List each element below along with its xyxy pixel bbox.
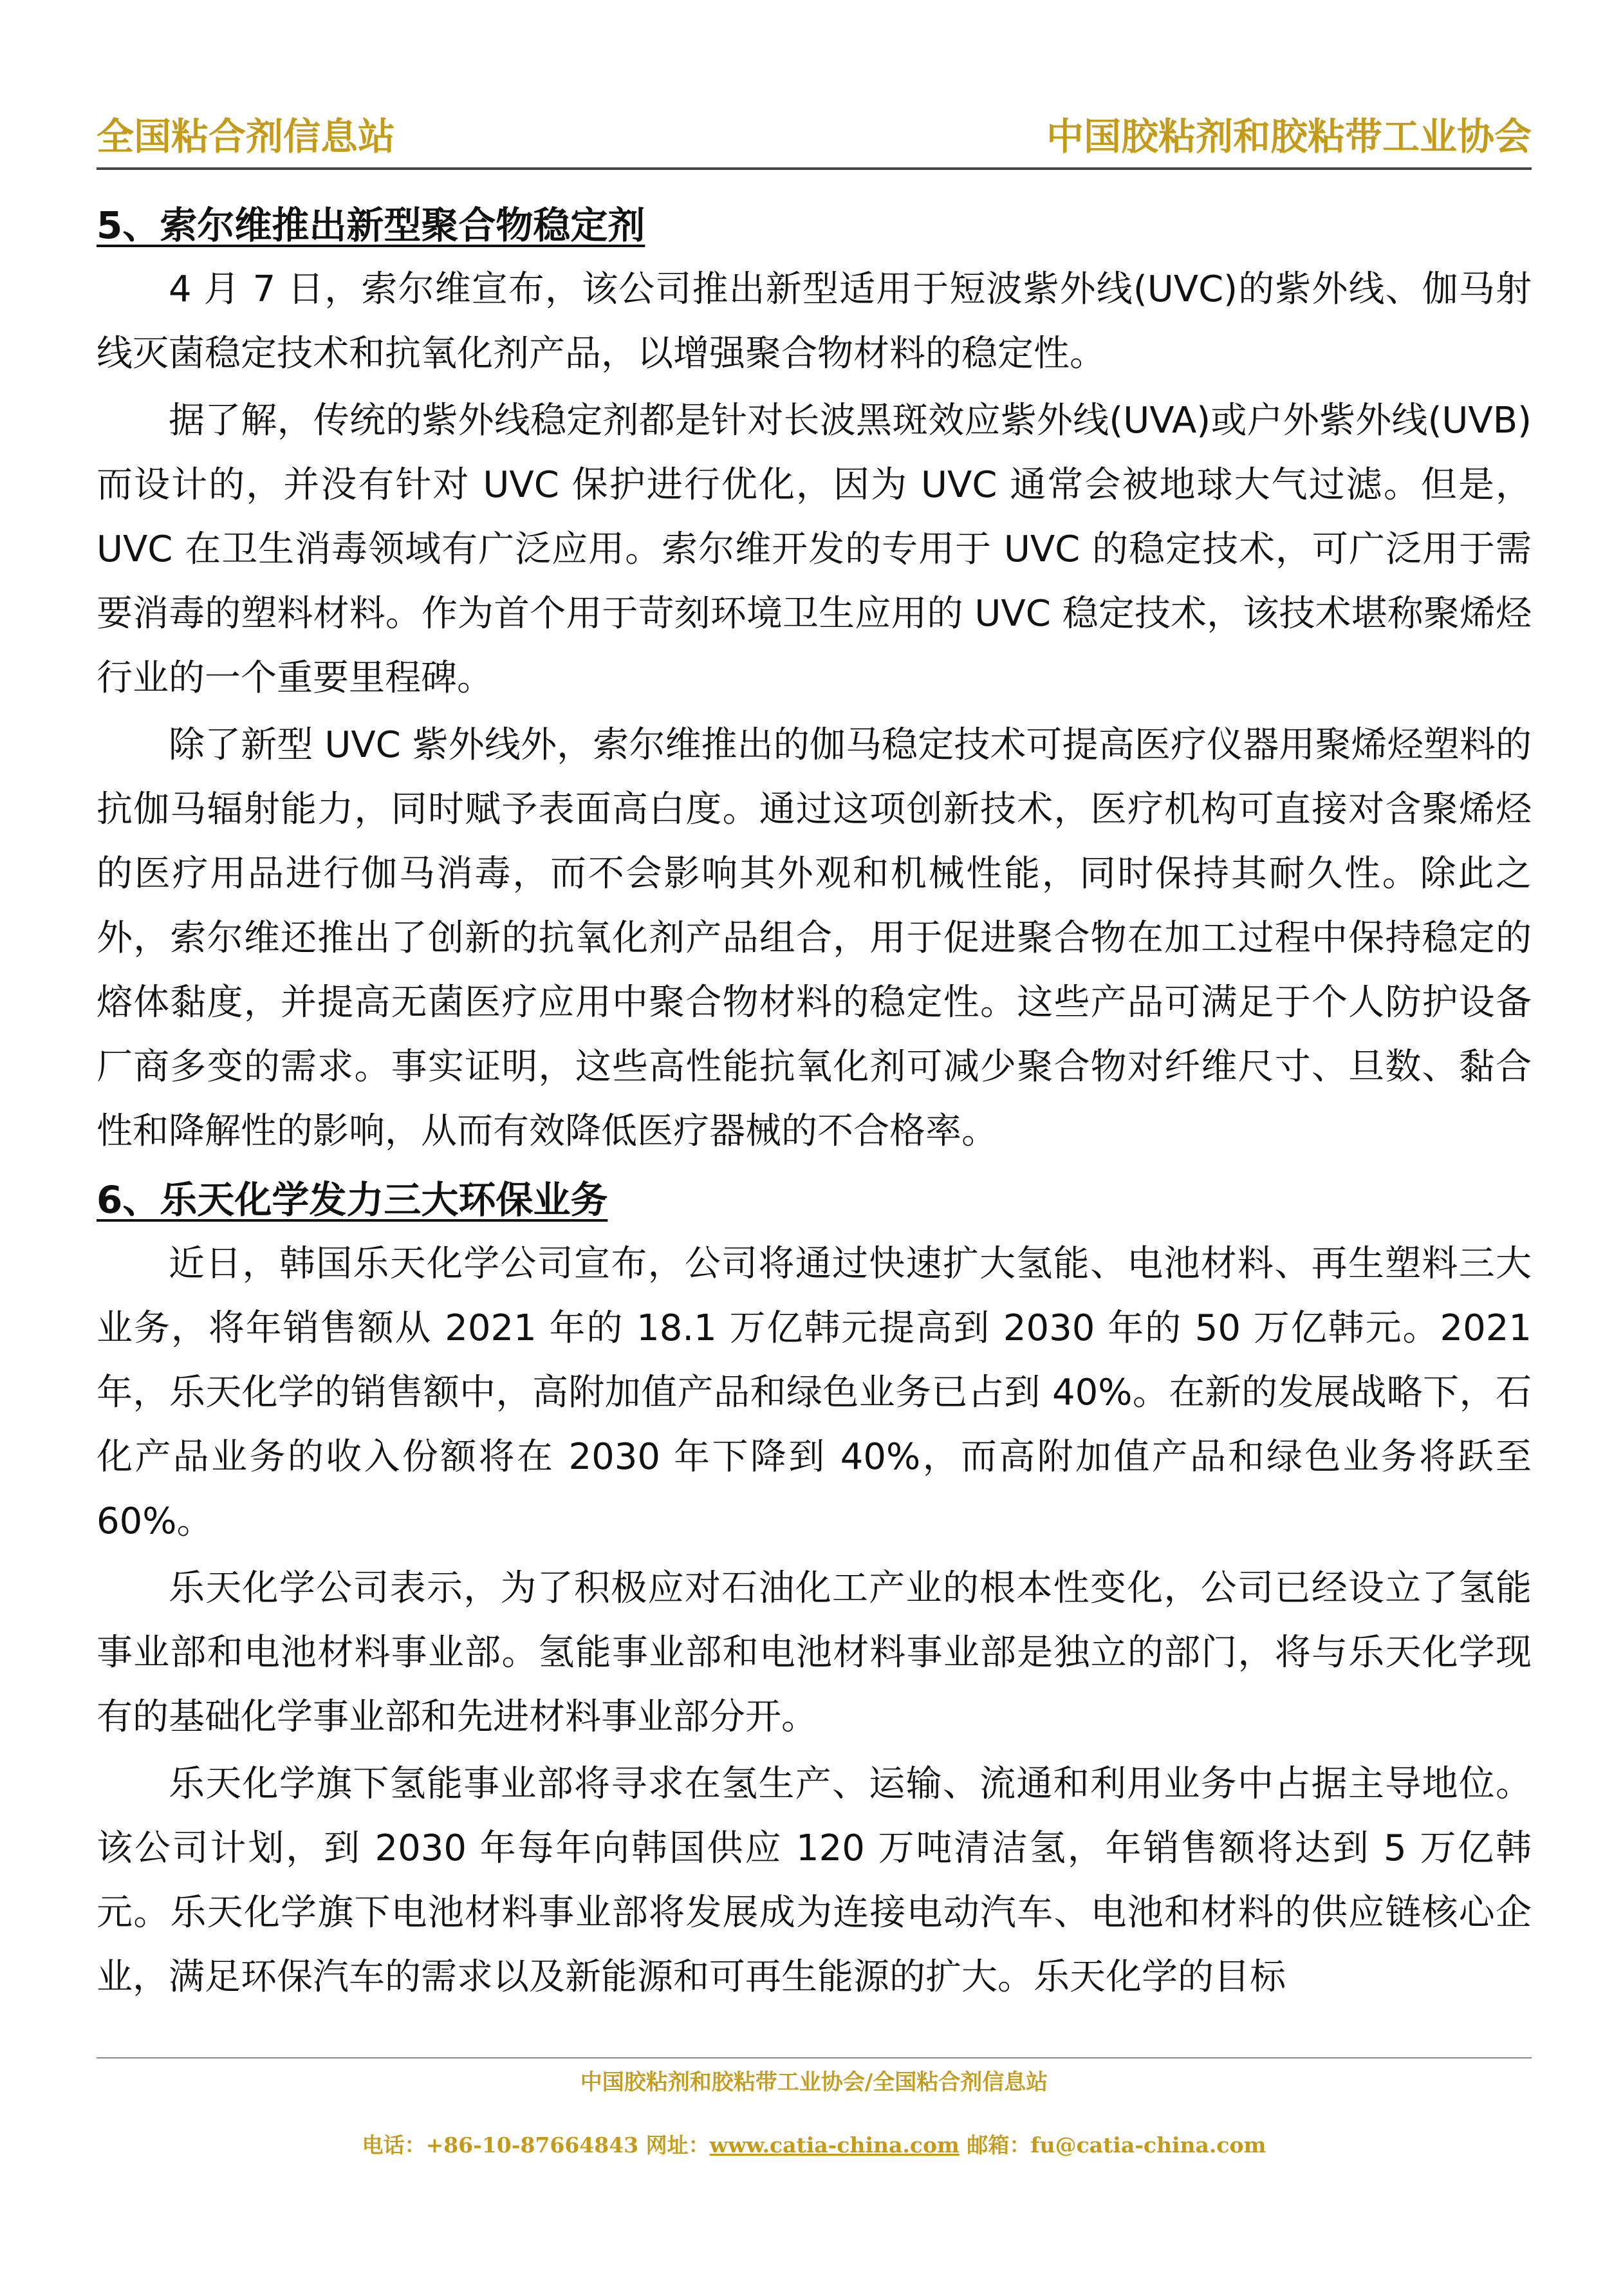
website-label: 网址： (645, 2133, 710, 2158)
phone-label: 电话： (362, 2133, 426, 2158)
email-address[interactable]: fu@catia-china.com (1030, 2133, 1266, 2158)
header-divider (97, 167, 1532, 170)
article-body (97, 193, 1532, 2010)
footer-divider (97, 2057, 1532, 2058)
paragraph: 近日，韩国乐天化学公司宣布，公司将通过快速扩大氢能、电池材料、再生塑料三大业务，将年销售额从 2021 年的 18.1 万亿韩元提高到 2030 年的 50 万亿韩元。2021 年，乐天化学的销售额中，高附加值产品和绿色业务已占到 40%。在新的发展战略下，石化产品业务的收入份额将在 2030 年下降到 40%，而高附加值产品和绿色业务将跃至 60%。 (97, 1243, 1532, 1542)
paragraph: 除了新型 UVC 紫外线外，索尔维推出的伽马稳定技术可提高医疗仪器用聚烯烃塑料的抗伽马辐射能力，同时赋予表面高白度。通过这项创新技术，医疗机构可直接对含聚烯烃的医疗用品进行伽马消毒，而不会影响其外观和机械性能，同时保持其耐久性。除此之外，索尔维还推出了创新的抗氧化剂产品组合，用于促进聚合物在加工过程中保持稳定的熔体黏度，并提高无菌医疗应用中聚合物材料的稳定性。这些产品可满足于个人防护设备厂商多变的需求。事实证明，这些高性能抗氧化剂可减少聚合物对纤维尺寸、旦数、黏合性和降解性的影响，从而有效降低医疗器械的不合格率。 (97, 724, 1532, 1152)
page-footer (97, 2057, 1532, 2186)
footer-organization: 中国胶粘剂和胶粘带工业协会/全国粘合剂信息站 (580, 2069, 1048, 2095)
page-header (97, 111, 1532, 173)
section-solvay (97, 193, 1532, 1164)
phone-number: +86-10-87664843 (425, 2133, 639, 2158)
header-site-name: 全国粘合剂信息站 (97, 115, 396, 158)
paragraph: 乐天化学公司表示，为了积极应对石油化工产业的根本性变化，公司已经设立了氢能事业部和电池材料事业部。氢能事业部和电池材料事业部是独立的部门，将与乐天化学现有的基础化学事业部和先进材料事业部分开。 (97, 1567, 1532, 1738)
section-lotte-chemical (97, 1168, 1532, 2010)
website-link[interactable]: www.catia-china.com (709, 2133, 960, 2158)
paragraph: 4 月 7 日，索尔维宣布，该公司推出新型适用于短波紫外线(UVC)的紫外线、伽马射线灭菌稳定技术和抗氧化剂产品，以增强聚合物材料的稳定性。 (97, 268, 1532, 375)
paragraph: 乐天化学旗下氢能事业部将寻求在氢生产、运输、流通和利用业务中占据主导地位。该公司计划，到 2030 年每年向韩国供应 120 万吨清洁氢，年销售额将达到 5 万亿韩元。乐天化学旗下电池材料事业部将发展成为连接电动汽车、电池和材料的供应链核心企业，满足环保汽车的需求以及新能源和可再生能源的扩大。乐天化学的目标 (97, 1763, 1532, 1998)
email-label: 邮箱： (967, 2133, 1031, 2158)
section-heading: 6、乐天化学发力三大环保业务 (97, 1178, 608, 1222)
footer-contact (97, 2129, 1532, 2161)
section-heading: 5、索尔维推出新型聚合物稳定剂 (97, 203, 645, 247)
paragraph: 据了解，传统的紫外线稳定剂都是针对长波黑斑效应紫外线(UVA)或户外紫外线(UVB)而设计的，并没有针对 UVC 保护进行优化，因为 UVC 通常会被地球大气过滤。但是，UVC 在卫生消毒领域有广泛应用。索尔维开发的专用于 UVC 的稳定技术，可广泛用于需要消毒的塑料材料。作为首个用于苛刻环境卫生应用的 UVC 稳定技术，该技术堪称聚烯烃行业的一个重要里程碑。 (97, 400, 1532, 699)
header-association-name: 中国胶粘剂和胶粘带工业协会 (1046, 115, 1532, 158)
